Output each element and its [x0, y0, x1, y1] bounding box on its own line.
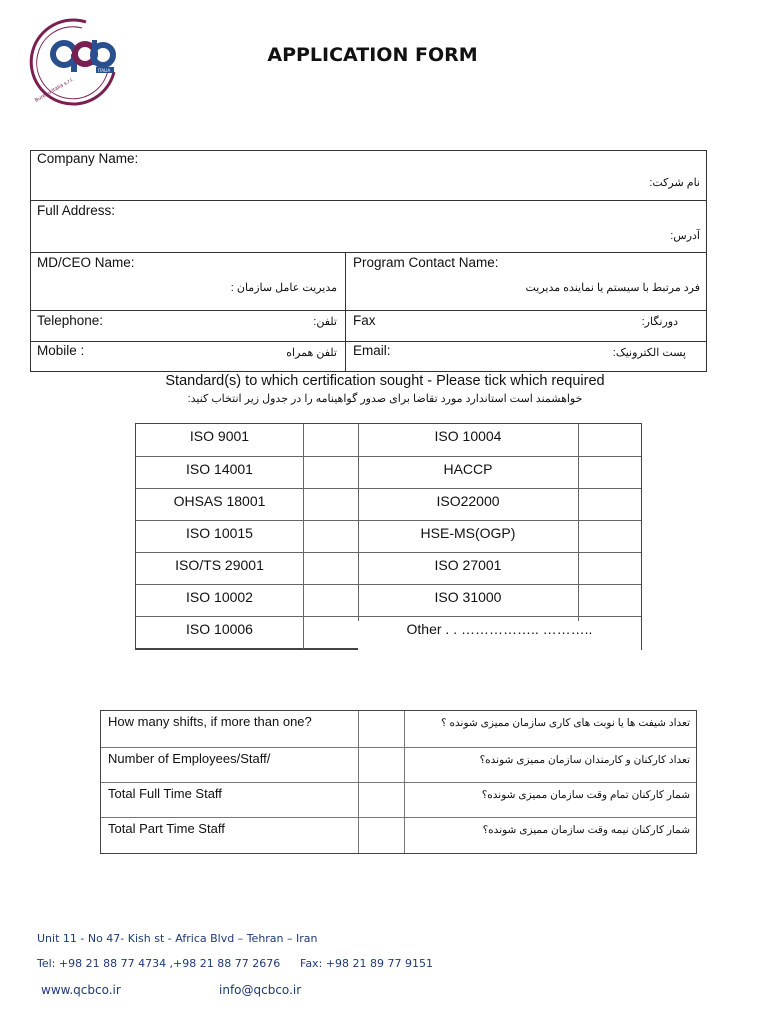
standard-name: HACCP [443, 461, 493, 477]
staff-question-fa: تعداد کارکنان و کارمندان سازمان ممیزی شونده؟ [479, 754, 690, 766]
ceo-name-label: MD/CEO Name: [37, 255, 135, 270]
table-row [101, 711, 696, 747]
fax-label: Fax [353, 313, 376, 328]
standard-name: ISO 10004 [434, 428, 502, 444]
standard-name: ISO 31000 [434, 589, 502, 605]
staff-question: How many shifts, if more than one? [108, 714, 312, 729]
divider [345, 252, 346, 372]
table-row [101, 782, 696, 818]
table-row [101, 747, 696, 783]
standard-name: HSE-MS(OGP) [420, 525, 516, 541]
standard-checkbox[interactable] [579, 553, 641, 584]
standard-checkbox[interactable] [579, 489, 641, 520]
divider [31, 200, 706, 201]
standard-checkbox[interactable] [579, 424, 641, 455]
telephone-fa-label: تلفن: [313, 316, 337, 328]
fax-fa-label: دورنگار: [641, 316, 678, 328]
staff-answer-field[interactable] [359, 818, 404, 853]
staff-question: Number of Employees/Staff/ [108, 751, 271, 766]
table-row [136, 616, 641, 650]
footer-tel: Tel: +98 21 88 77 4734 ,+98 21 88 77 2676 [37, 957, 281, 970]
standard-checkbox[interactable] [579, 585, 641, 616]
company-name-fa-label: نام شرکت: [649, 177, 700, 189]
company-logo [26, 14, 122, 110]
company-info-box [30, 150, 707, 372]
standards-table [135, 423, 642, 650]
program-contact-fa-label: فرد مرتبط با سیستم یا نماینده مدیریت [525, 282, 700, 294]
standards-title: Standard(s) to which certification sought - Please tick which required [165, 373, 605, 389]
svg-text:ITALIA: ITALIA [98, 68, 111, 73]
telephone-label: Telephone: [37, 313, 104, 328]
page-title: APPLICATION FORM [267, 44, 478, 66]
standard-checkbox[interactable] [304, 553, 358, 584]
standards-subtitle: خواهشمند است استاندارد مورد تقاضا برای صدور گواهینامه را در جدول زیر انتخاب کنید: [187, 393, 583, 405]
footer-address: Unit 11 - No 47- Kish st - Africa Blvd – Tehran – Iran [37, 932, 318, 945]
standard-name: OHSAS 18001 [173, 493, 266, 509]
email-label: Email: [353, 343, 391, 358]
divider [31, 310, 706, 311]
staff-answer-field[interactable] [359, 711, 404, 746]
staff-table [100, 710, 697, 854]
staff-answer-field[interactable] [359, 783, 404, 818]
staff-question-fa: شمار کارکنان نیمه وقت سازمان ممیزی شونده؟ [482, 824, 690, 836]
standard-name: ISO 14001 [186, 461, 253, 477]
standard-name: ISO 27001 [434, 557, 502, 573]
program-contact-label: Program Contact Name: [353, 255, 499, 270]
footer-fax: Fax: +98 21 89 77 9151 [300, 957, 433, 970]
footer-email-link[interactable]: info@qcbco.ir [219, 983, 302, 997]
standard-checkbox[interactable] [304, 521, 358, 552]
mobile-fa-label: تلفن همراه [286, 347, 337, 359]
ceo-name-fa-label: مدیریت عامل سازمان : [230, 282, 337, 294]
standard-name: ISO22000 [436, 493, 500, 509]
other-standard-field[interactable]: Other . . …………….. ……….. [358, 621, 641, 652]
standard-checkbox[interactable] [304, 585, 358, 616]
standard-name: ISO 10015 [186, 525, 253, 541]
standard-checkbox[interactable] [579, 457, 641, 488]
table-row [101, 817, 696, 853]
staff-question-fa: تعداد شیفت ها یا نوبت های کاری سازمان ممیزی شونده ؟ [441, 717, 690, 729]
standard-checkbox[interactable] [304, 457, 358, 488]
table-row [136, 488, 641, 520]
divider [31, 252, 706, 253]
standard-name: ISO 10006 [186, 621, 253, 637]
divider [31, 341, 706, 342]
svg-text:Bureau Italia s.r.l.: Bureau Italia s.r.l. [34, 76, 75, 104]
staff-question: Total Full Time Staff [108, 786, 222, 801]
company-name-label: Company Name: [37, 151, 139, 166]
mobile-label: Mobile : [37, 343, 85, 358]
full-address-fa-label: آدرس: [670, 230, 700, 242]
standard-name: ISO 9001 [189, 428, 250, 444]
standard-checkbox[interactable] [304, 617, 358, 648]
table-row [136, 552, 641, 584]
table-row [136, 584, 641, 616]
standard-checkbox[interactable] [579, 521, 641, 552]
table-row [136, 424, 641, 456]
standard-checkbox[interactable] [304, 489, 358, 520]
staff-question-fa: شمار کارکنان تمام وقت سازمان ممیزی شونده؟ [481, 789, 690, 801]
standard-name: ISO/TS 29001 [175, 557, 264, 573]
standard-name: ISO 10002 [186, 589, 253, 605]
footer-website-link[interactable]: www.qcbco.ir [41, 983, 121, 997]
staff-answer-field[interactable] [359, 748, 404, 783]
staff-question: Total Part Time Staff [108, 821, 225, 836]
table-row [136, 520, 641, 552]
email-fa-label: پست الکترونیک: [612, 347, 686, 359]
standard-checkbox[interactable] [304, 424, 358, 455]
full-address-label: Full Address: [37, 203, 116, 218]
table-row [136, 456, 641, 488]
